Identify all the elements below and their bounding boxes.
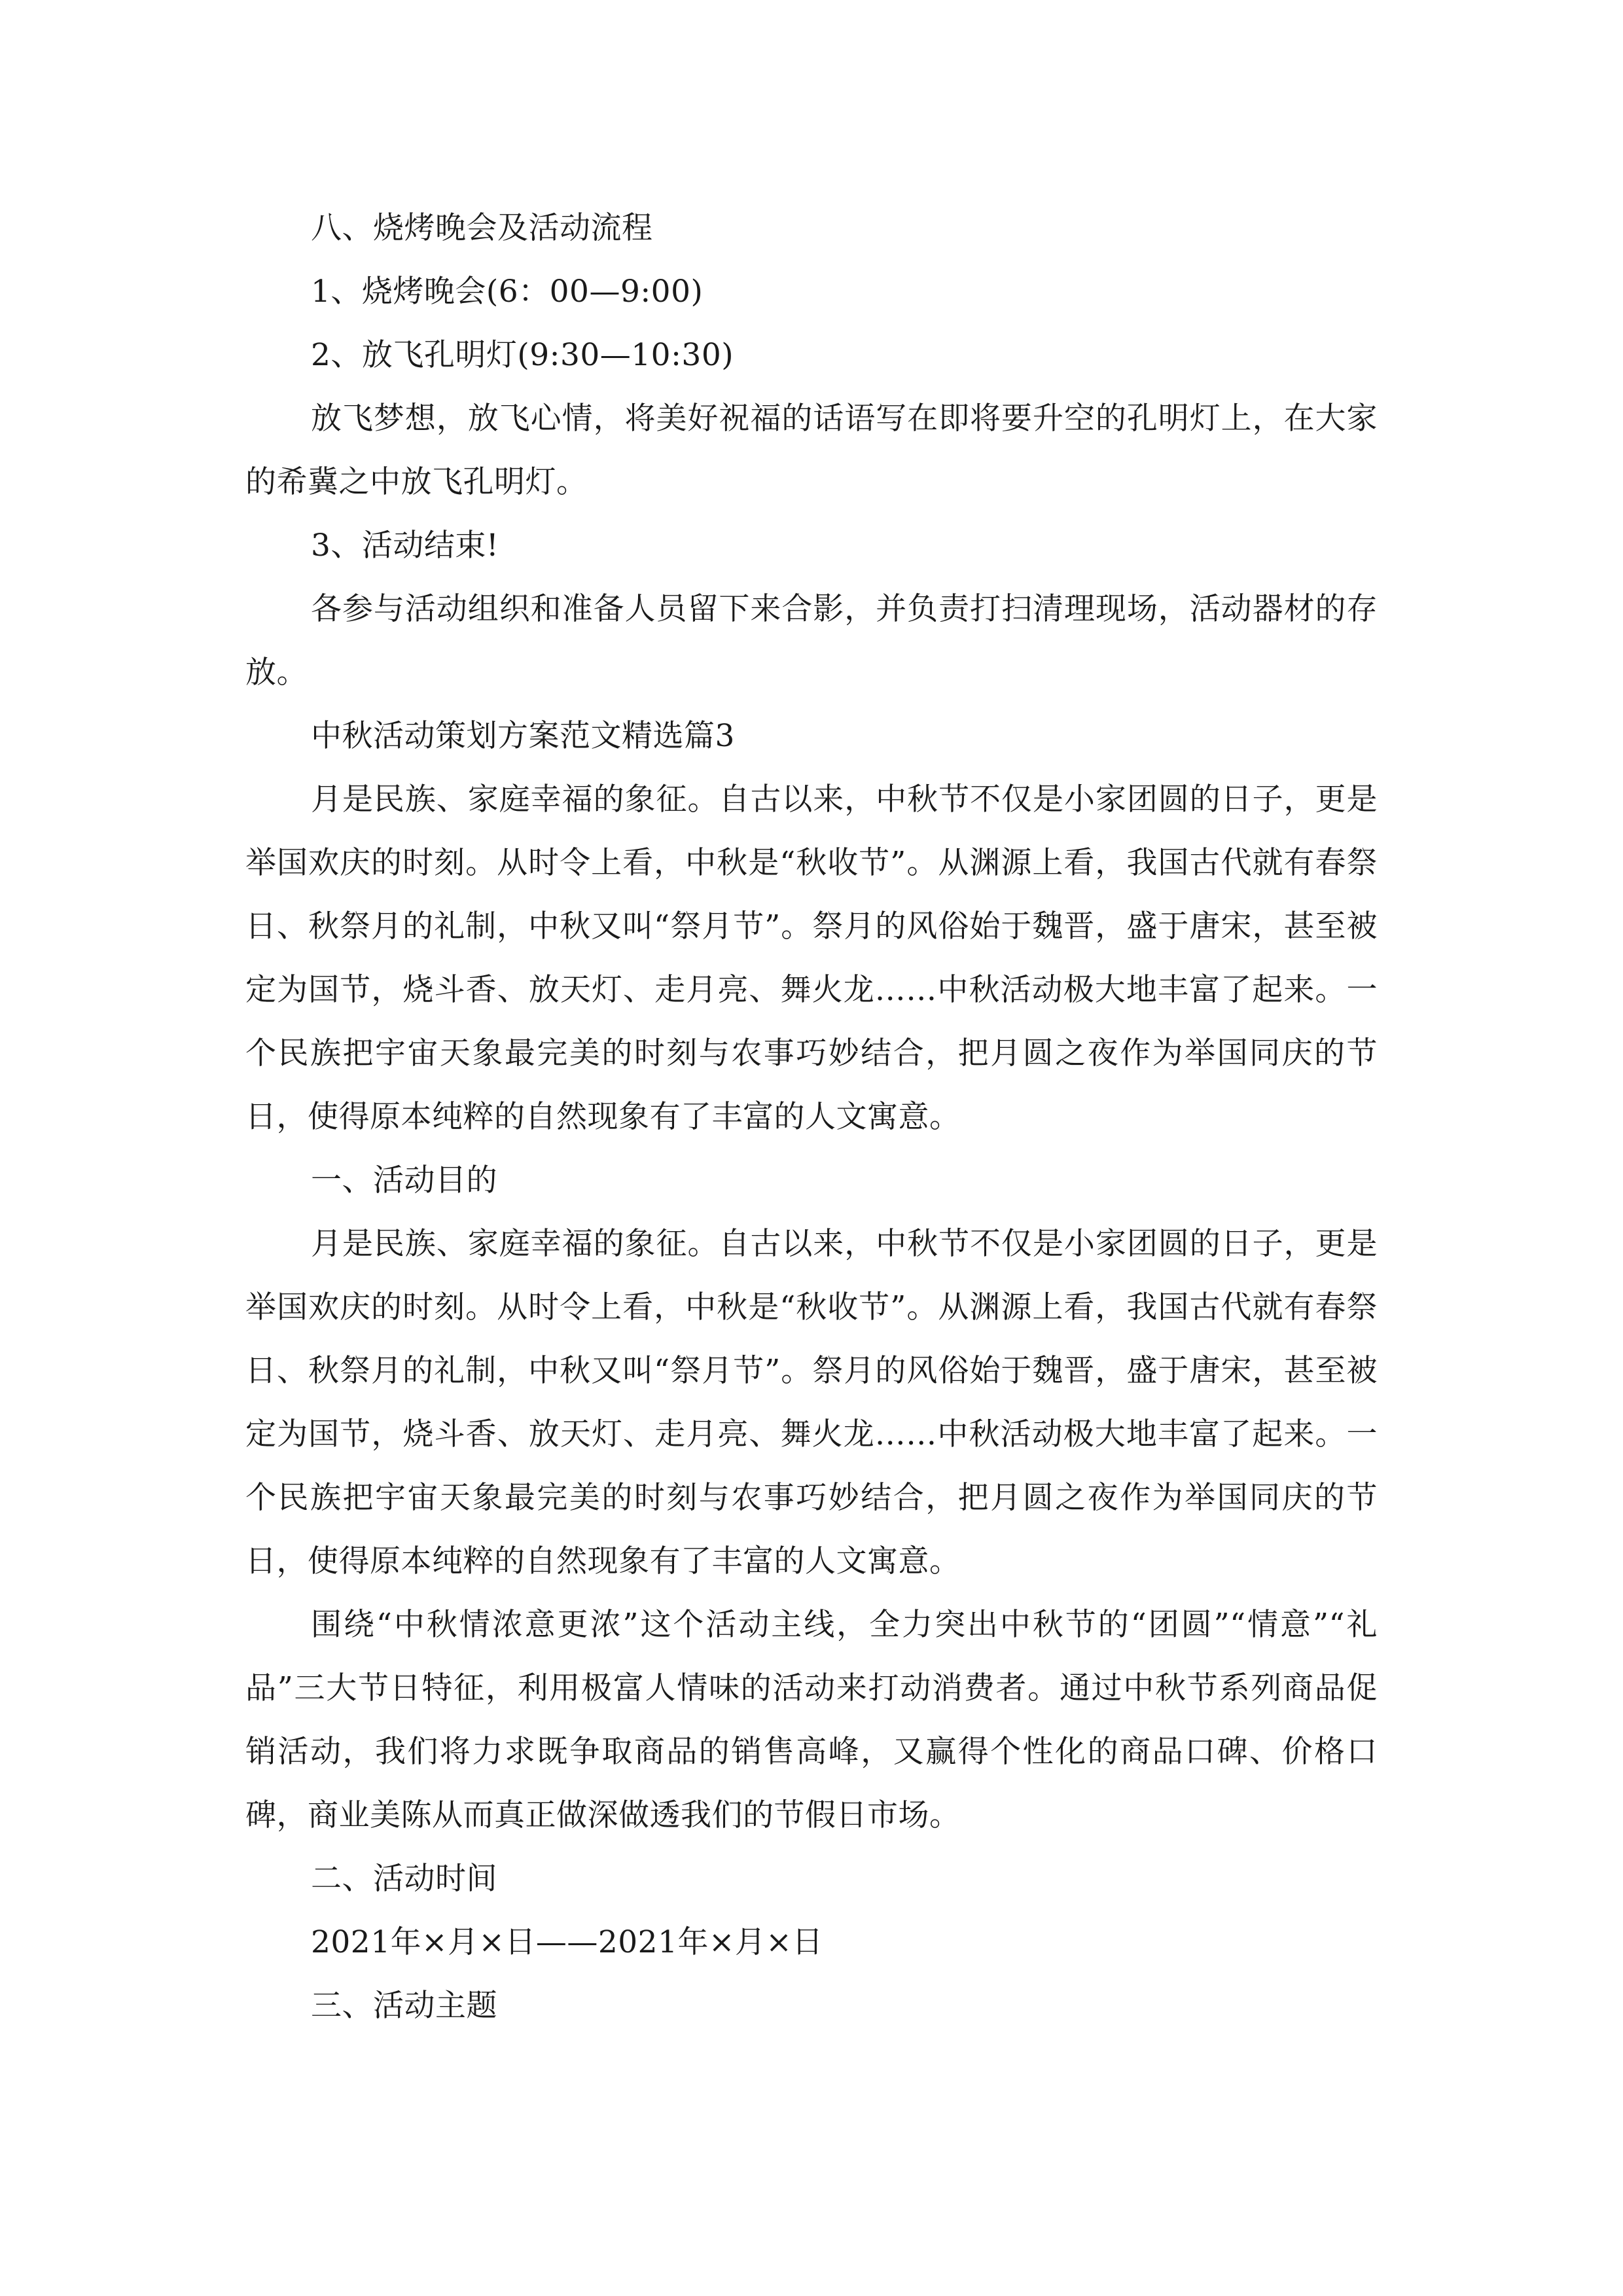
list-item-event-end: 3、活动结束! bbox=[311, 528, 499, 564]
paragraph-purpose: 月是民族、家庭幸福的象征。自古以来，中秋节不仅是小家团圆的日子，更是举国欢庆的时刻。从时令上看，中秋是“秋收节”。从渊源上看，我国古代就有春祭日、秋祭月的礼制，中秋又叫“祭月节”。祭月的风俗始于魏晋，盛于唐宋，甚至被定为国节，烧斗香、放天灯、走月亮、舞火龙……中秋活动极大地丰富了起来。一个民族把宇宙天象最完美的时刻与农事巧妙结合，把月圆之夜作为举国同庆的节日，使得原本纯粹的自然现象有了丰富的人文寓意。 bbox=[245, 1226, 1378, 1579]
list-item-barbecue-party: 1、烧烤晚会(6：00—9:00) bbox=[311, 274, 704, 310]
paragraph-intro: 月是民族、家庭幸福的象征。自古以来，中秋节不仅是小家团圆的日子，更是举国欢庆的时刻。从时令上看，中秋是“秋收节”。从渊源上看，我国古代就有春祭日、秋祭月的礼制，中秋又叫“祭月节”。祭月的风俗始于魏晋，盛于唐宋，甚至被定为国节，烧斗香、放天灯、走月亮、舞火龙……中秋活动极大地丰富了起来。一个民族把宇宙天象最完美的时刻与农事巧妙结合，把月圆之夜作为举国同庆的节日，使得原本纯粹的自然现象有了丰富的人文寓意。 bbox=[245, 781, 1378, 1135]
paragraph-lanterns: 放飞梦想，放飞心情，将美好祝福的话语写在即将要升空的孔明灯上，在大家的希冀之中放飞孔明灯。 bbox=[245, 401, 1378, 500]
section-heading-barbecue: 八、烧烤晚会及活动流程 bbox=[311, 210, 653, 246]
article-title: 中秋活动策划方案范文精选篇3 bbox=[311, 718, 735, 754]
paragraph-cleanup: 各参与活动组织和准备人员留下来合影，并负责打扫清理现场，活动器材的存放。 bbox=[245, 591, 1378, 691]
document-page bbox=[245, 196, 1378, 2037]
section-heading-purpose: 一、活动目的 bbox=[311, 1162, 497, 1198]
paragraph-theme-line: 围绕“中秋情浓意更浓”这个活动主线，全力突出中秋节的“团圆”“情意”“礼品”三大节日特征，利用极富人情味的活动来打动消费者。通过中秋节系列商品促销活动，我们将力求既争取商品的销售高峰，又赢得个性化的商品口碑、价格口碑，商业美陈从而真正做深做透我们的节假日市场。 bbox=[245, 1607, 1378, 1833]
section-heading-time: 二、活动时间 bbox=[311, 1861, 497, 1897]
section-heading-theme: 三、活动主题 bbox=[311, 1988, 497, 2024]
event-date-range: 2021年×月×日——2021年×月×日 bbox=[311, 1924, 823, 1960]
list-item-sky-lanterns: 2、放飞孔明灯(9:30—10:30) bbox=[311, 337, 734, 373]
